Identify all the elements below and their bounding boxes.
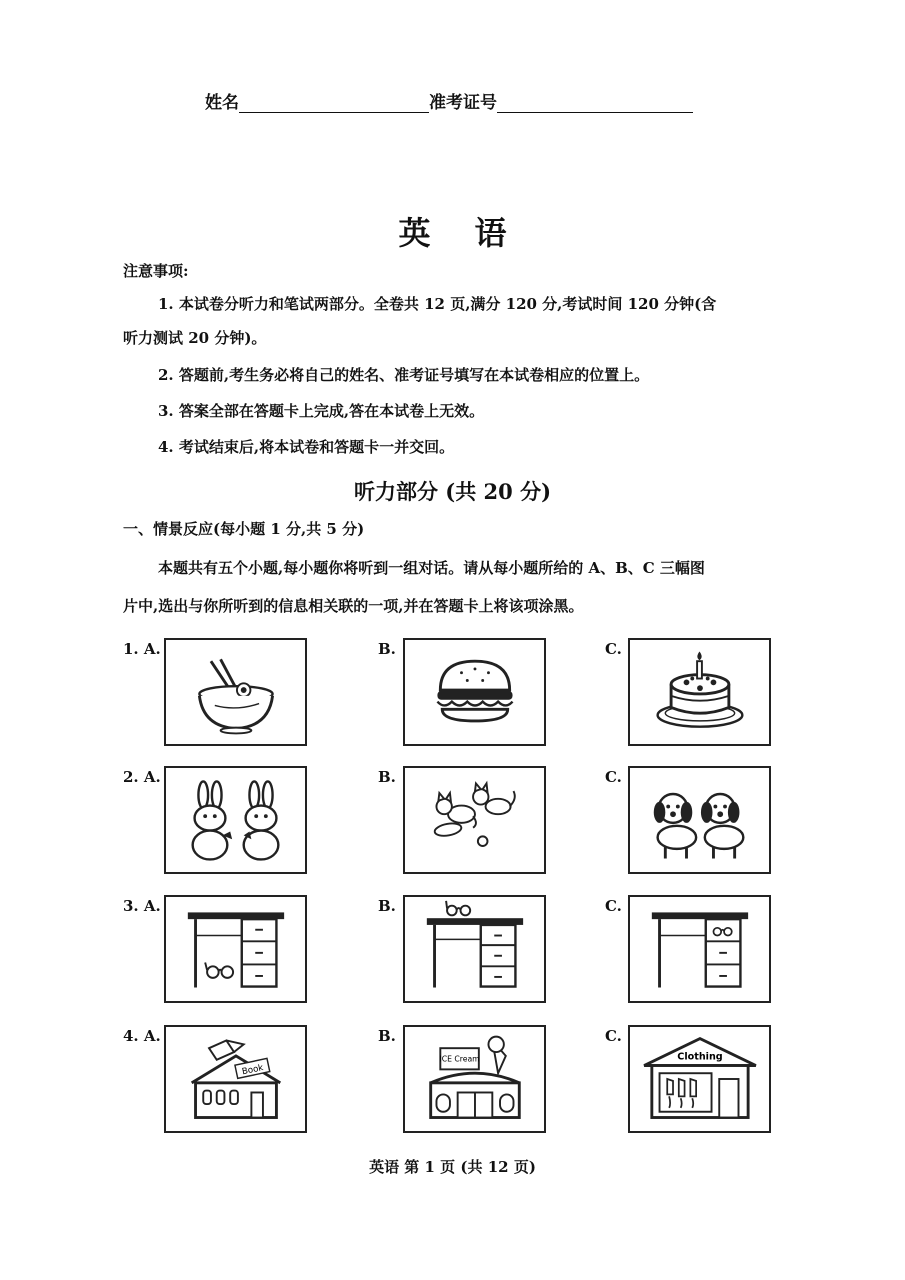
q1-option-a-noodles[interactable] xyxy=(164,638,307,746)
ice-cream-sign-text: ICE Cream xyxy=(439,1054,480,1064)
page-footer: 英语 第 1 页 (共 12 页) xyxy=(369,1158,536,1176)
two-puppies-icon xyxy=(630,768,769,872)
notice-item-1-cont: 听力测试 20 分钟)。 xyxy=(123,329,267,347)
notice-item-4: 4. 考试结束后,将本试卷和答题卡一并交回。 xyxy=(158,438,455,456)
q3-label: 3. A. xyxy=(123,897,161,915)
id-label: 准考证号 xyxy=(429,93,497,113)
book-sign-text: Book xyxy=(241,1063,265,1078)
q2-c-label: C. xyxy=(605,768,622,786)
instruction-line-2: 片中,选出与你所听到的信息相关联的一项,并在答题卡上将该项涂黑。 xyxy=(123,597,584,615)
q1-label: 1. A. xyxy=(123,640,161,658)
desk-glasses-drawer-icon xyxy=(630,897,769,1001)
desk-glasses-on-icon xyxy=(405,897,544,1001)
q3-option-b-glasses-on-desk[interactable] xyxy=(403,895,546,1003)
q2-b-label: B. xyxy=(378,768,396,786)
q4-b-label: B. xyxy=(378,1027,396,1045)
name-field[interactable] xyxy=(239,94,429,113)
q1-c-label: C. xyxy=(605,640,622,658)
q3-c-label: C. xyxy=(605,897,622,915)
clothing-sign-text: Clothing xyxy=(677,1051,723,1063)
q3-option-a-glasses-under-desk[interactable] xyxy=(164,895,307,1003)
ice-cream-shop-icon xyxy=(405,1027,544,1131)
page-title: 英语 xyxy=(398,214,551,252)
notice-item-2: 2. 答题前,考生务必将自己的姓名、准考证号填写在本试卷相应的位置上。 xyxy=(158,366,650,384)
q2-label: 2. A. xyxy=(123,768,161,786)
two-rabbits-icon xyxy=(166,768,305,872)
notice-heading: 注意事项: xyxy=(123,262,189,280)
q3-option-c-glasses-in-drawer[interactable] xyxy=(628,895,771,1003)
q1-b-label: B. xyxy=(378,640,396,658)
notice-item-1: 1. 本试卷分听力和笔试两部分。全卷共 12 页,满分 120 分,考试时间 120 分钟(含 xyxy=(158,295,717,313)
q4-label: 4. A. xyxy=(123,1027,161,1045)
section-title: 听力部分 (共 20 分) xyxy=(353,479,552,504)
q3-b-label: B. xyxy=(378,897,396,915)
q2-option-c-puppies[interactable] xyxy=(628,766,771,874)
q4-c-label: C. xyxy=(605,1027,622,1045)
q2-option-b-kittens[interactable] xyxy=(403,766,546,874)
birthday-cake-icon xyxy=(630,640,769,744)
q4-option-b-ice-cream-shop[interactable] xyxy=(403,1025,546,1133)
instruction-line-1: 本题共有五个小题,每小题你将听到一组对话。请从每小题所给的 A、B、C 三幅图 xyxy=(158,559,705,577)
candidate-header xyxy=(205,88,693,113)
name-label: 姓名 xyxy=(205,93,239,113)
q1-option-c-cake[interactable] xyxy=(628,638,771,746)
desk-glasses-under-icon xyxy=(166,897,305,1001)
q2-option-a-rabbits[interactable] xyxy=(164,766,307,874)
q4-option-a-bookstore[interactable] xyxy=(164,1025,307,1133)
bookstore-icon xyxy=(166,1027,305,1131)
part1-heading: 一、情景反应(每小题 1 分,共 5 分) xyxy=(123,520,365,538)
q1-option-b-hamburger[interactable] xyxy=(403,638,546,746)
two-kittens-icon xyxy=(405,768,544,872)
q4-option-c-clothing-store[interactable] xyxy=(628,1025,771,1133)
hamburger-icon xyxy=(405,640,544,744)
clothing-store-icon xyxy=(630,1027,769,1131)
noodle-bowl-icon xyxy=(166,640,305,744)
notice-item-3: 3. 答案全部在答题卡上完成,答在本试卷上无效。 xyxy=(158,402,485,420)
id-field[interactable] xyxy=(497,94,693,113)
